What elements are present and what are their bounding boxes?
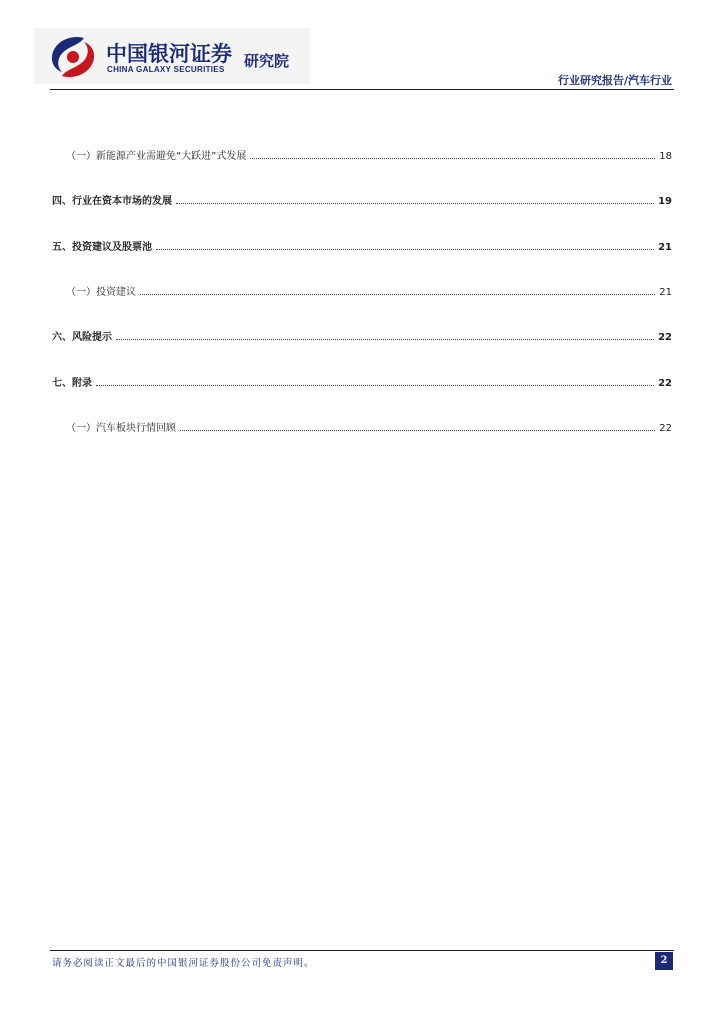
toc-entry-label: （一）汽车板块行情回顾 <box>66 423 176 434</box>
page-header <box>0 0 724 92</box>
toc-dot-leader <box>156 248 654 250</box>
header-divider <box>50 89 674 90</box>
toc-dot-leader <box>250 157 655 159</box>
toc-entry-page: 19 <box>658 196 672 207</box>
toc-entry-label: 五、投资建议及股票池 <box>52 242 152 253</box>
toc-entry-label: 七、附录 <box>52 378 92 389</box>
footer-divider <box>50 950 674 951</box>
report-category: 行业研究报告/汽车行业 <box>557 74 672 87</box>
toc-dot-leader <box>96 384 654 386</box>
toc-dot-leader <box>116 338 654 340</box>
toc-entry-label: 四、行业在资本市场的发展 <box>52 196 172 207</box>
toc-entry-page: 22 <box>658 378 672 389</box>
toc-entry[interactable] <box>52 283 672 301</box>
toc-entry[interactable] <box>52 192 672 210</box>
toc-entry[interactable] <box>52 374 672 392</box>
toc-entry-page: 22 <box>659 423 672 434</box>
logo-chinese-name: 中国银河证券 <box>106 42 232 66</box>
toc-entry-page: 21 <box>658 242 672 253</box>
toc-dot-leader <box>176 202 654 204</box>
page-number: 2 <box>655 952 673 970</box>
toc-entry[interactable] <box>52 238 672 256</box>
logo-english-name: CHINA GALAXY SECURITIES <box>107 65 225 74</box>
toc-entry-page: 21 <box>659 287 672 298</box>
toc-entry-label: （一）新能源产业需避免“大跃进”式发展 <box>66 151 247 162</box>
toc-entry-page: 22 <box>658 332 672 343</box>
toc-entry-label: （一）投资建议 <box>66 287 136 298</box>
toc-entry[interactable] <box>52 419 672 437</box>
toc-entry-label: 六、风险提示 <box>52 332 112 343</box>
toc-dot-leader <box>140 293 655 295</box>
galaxy-logo-icon <box>46 32 100 82</box>
company-logo <box>34 28 310 84</box>
logo-institute: 研究院 <box>244 52 290 70</box>
toc-dot-leader <box>180 429 655 431</box>
disclaimer-note: 请务必阅读正文最后的中国银河证券股份公司免责声明。 <box>52 958 315 969</box>
toc-entry[interactable] <box>52 328 672 346</box>
toc-entry-page: 18 <box>659 151 672 162</box>
toc-entry[interactable] <box>52 147 672 165</box>
